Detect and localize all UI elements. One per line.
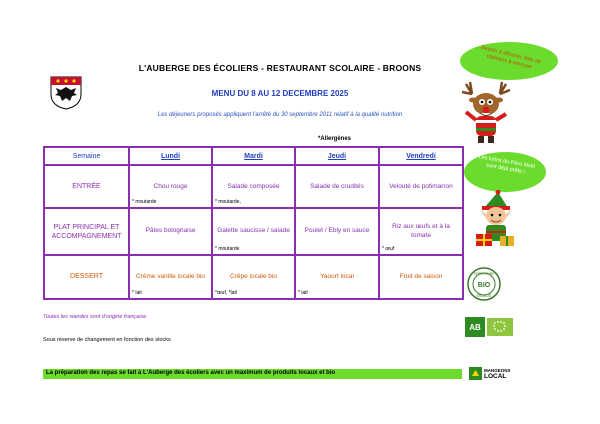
coat-of-arms-logo <box>50 76 82 110</box>
menu-cell <box>295 165 379 208</box>
elf-illustration <box>470 190 524 250</box>
dish-name: Salade de crudités <box>310 182 364 190</box>
menu-cell <box>212 165 295 208</box>
table-row <box>44 165 463 208</box>
menu-cell <box>212 208 295 254</box>
allergen-note: * moutarde <box>132 199 157 206</box>
mangeons-label: MANGEONS <box>484 368 511 373</box>
allergen-note: * moutarde <box>215 245 240 252</box>
menu-cell <box>295 208 379 254</box>
allergen-note: * œuf <box>382 245 395 252</box>
dish-name: Velouté de potimarron <box>389 182 453 190</box>
footer-text: La préparation des repas se fait à L'Auberge des écoliers avec un maximum de produits locaux et bio <box>46 370 336 376</box>
menu-cell <box>379 208 463 254</box>
menu-cell <box>129 255 212 299</box>
menu-cell <box>295 255 379 299</box>
week-header: Semaine <box>44 147 129 165</box>
menu-cell <box>129 165 212 208</box>
dish-name: Poulet / Ebly en sauce <box>304 227 370 235</box>
allergen-header: *Allergènes <box>318 136 352 142</box>
badge-text: TERRITOIRE <box>473 272 495 276</box>
menu-cell <box>379 165 463 208</box>
speech-bubble-elves <box>464 152 546 192</box>
menu-dates: MENU DU 8 AU 12 DECEMBRE 2025 <box>211 89 349 98</box>
badge-text: ENGAGÉ <box>476 294 492 298</box>
allergen-note: *œuf, *lait <box>215 290 237 296</box>
category-label: DESSERT <box>44 255 129 299</box>
allergen-note: * moutarde, <box>215 199 241 206</box>
dish-name: Pâtes bolognaise <box>145 227 196 235</box>
ab-organic-logo <box>465 317 485 337</box>
dish-name: Fruit de saison <box>399 272 443 280</box>
table-row <box>44 208 463 254</box>
speech-bubble-top <box>460 42 558 80</box>
reindeer-illustration <box>458 80 526 146</box>
menu-table <box>43 146 464 300</box>
day-header: Lundi <box>129 147 212 165</box>
badge-text: BIO <box>477 282 491 289</box>
allergen-note: * lait <box>298 290 308 296</box>
stock-note: Sous réserve de changement en fonction des stocks <box>43 337 171 343</box>
mangeons-local-icon <box>469 367 482 380</box>
category-label: PLAT PRINCIPAL ET ACCOMPAGNEMENT <box>44 208 129 254</box>
origin-note: Toutes les viandes sont d'origine française <box>43 314 147 320</box>
menu-cell <box>212 255 295 299</box>
table-header-row <box>44 147 463 165</box>
allergen-note: * lait <box>132 290 142 296</box>
menu-cell <box>129 208 212 254</box>
dish-name: Yaourt local <box>320 272 354 280</box>
bubble-text: Les lutins du Père Noël sont déjà prêts ! <box>478 154 536 176</box>
page-title: L'AUBERGE DES ÉCOLIERS - RESTAURANT SCOLAIRE - BROONS <box>138 63 422 73</box>
dish-name: Salade composée <box>227 182 280 190</box>
decree-note: Les déjeuners proposés appliquent l'arrêté du 30 septembre 2011 relatif à la qualité nutrition <box>157 112 403 118</box>
dish-name: Chou rouge <box>153 182 188 190</box>
dish-name: Crêpe locale bio <box>230 272 277 280</box>
menu-cell <box>379 255 463 299</box>
category-label: ENTRÉE <box>44 165 129 208</box>
ab-text: AB <box>469 323 481 332</box>
dish-name: Riz aux œufs et à la tomate <box>392 223 450 239</box>
eu-organic-leaf-logo <box>487 318 513 336</box>
day-header: Mardi <box>212 147 295 165</box>
table-row <box>44 255 463 299</box>
dish-name: Galette saucisse / salade <box>217 227 290 235</box>
dish-name: Crème vanille locale bio <box>135 272 205 280</box>
day-header: Jeudi <box>295 147 379 165</box>
bio-engage-badge <box>466 267 502 301</box>
day-header: Vendredi <box>379 147 463 165</box>
bubble-text: Besoin à décorer, liste de cadeaux à envoyer <box>480 44 542 71</box>
local-label: LOCAL <box>484 373 507 380</box>
